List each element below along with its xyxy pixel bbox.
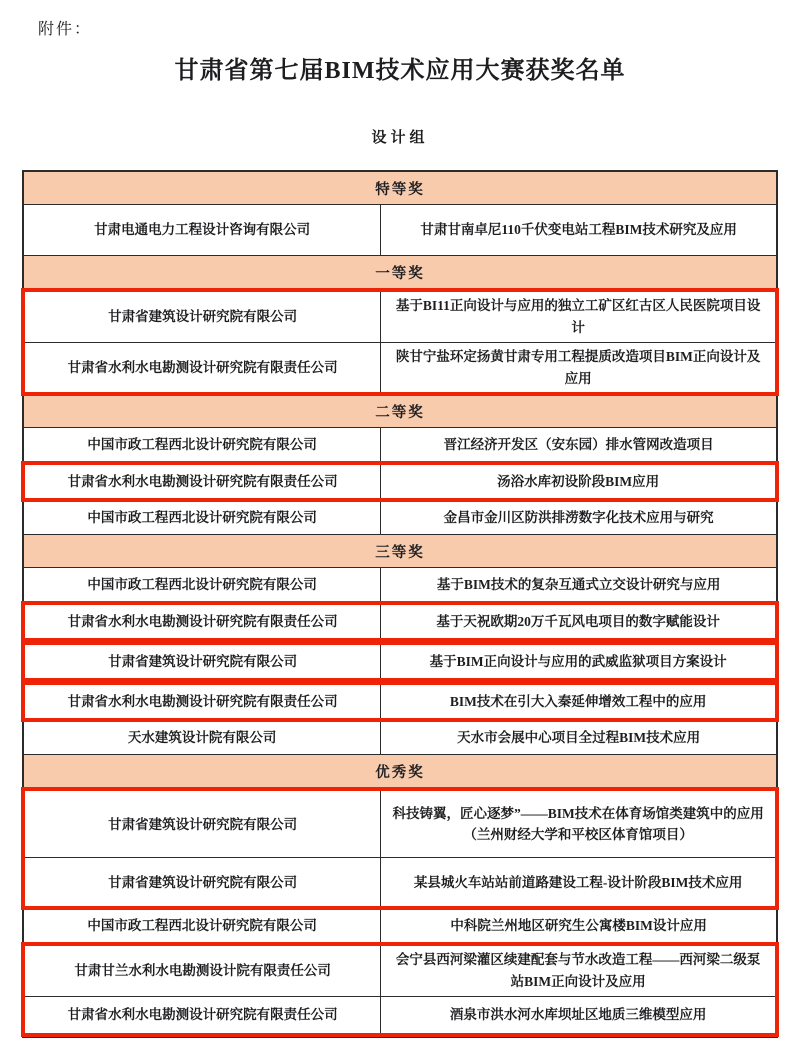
winner-row (25, 465, 775, 498)
winner-row (25, 946, 775, 997)
company-cell: 中国市政工程西北设计研究院有限公司 (24, 501, 381, 534)
red-highlight-box (21, 787, 779, 910)
project-cell: 甘肃甘南卓尼110千伏变电站工程BIM技术研究及应用 (420, 222, 737, 238)
company-cell: 中国市政工程西北设计研究院有限公司 (24, 428, 381, 461)
project-cell: 某县城火车站站前道路建设工程-设计阶段BIM技术应用 (413, 874, 743, 890)
attachment-label: 附件： (38, 21, 93, 38)
project-cell: 天水市会展中心项目全过程BIM技术应用 (457, 730, 701, 745)
winner-row (24, 205, 776, 256)
winner-row (24, 501, 776, 535)
winner-row (24, 568, 776, 602)
red-highlight-box (21, 461, 779, 502)
project-cell: 基于BIM技术的复杂互通式立交设计研究与应用 (436, 577, 721, 592)
winner-row (24, 428, 776, 462)
awards-table (22, 170, 778, 1038)
project-cell: 汤浴水库初设阶段BIM应用 (497, 474, 660, 489)
company-cell: 甘肃省建筑设计研究院有限公司 (25, 858, 381, 906)
document-title: 甘肃省第七届BIM技术应用大赛获奖名单 (174, 58, 626, 84)
company-cell: 甘肃省水利水电勘测设计研究院有限责任公司 (25, 343, 381, 393)
red-highlight-box (21, 601, 779, 642)
group-title: 设计组 (371, 130, 429, 146)
company-cell: 甘肃省水利水电勘测设计研究院有限责任公司 (25, 997, 381, 1033)
project-cell: 陕甘宁盐环定扬黄甘肃专用工程提质改造项目BIM正向设计及应用 (395, 348, 761, 386)
winner-row (25, 685, 775, 718)
red-highlight-box (21, 942, 779, 1037)
winner-row (25, 292, 775, 343)
project-cell: BIM技术在引大入秦延伸增效工程中的应用 (449, 694, 707, 709)
winner-row (25, 605, 775, 638)
award-header-excellence-prize: 优秀奖 (24, 755, 776, 788)
project-cell: 基于BI11正向设计与应用的独立工矿区红古区人民医院项目设计 (395, 298, 761, 335)
winner-row (25, 791, 775, 858)
company-cell: 甘肃电通电力工程设计咨询有限公司 (24, 205, 381, 255)
project-cell: 基于BIM正向设计与应用的武威监狱项目方案设计 (429, 654, 727, 669)
company-cell: 甘肃省建筑设计研究院有限公司 (25, 791, 381, 857)
company-cell: 甘肃省建筑设计研究院有限公司 (25, 292, 381, 342)
award-header-first-prize: 一等奖 (24, 256, 776, 289)
company-cell: 天水建筑设计院有限公司 (24, 721, 381, 754)
project-cell: 科技铸翼，匠心逐梦”——BIM技术在体育场馆类建筑中的应用（兰州财经大学和平校区体育馆项目） (392, 805, 764, 843)
company-cell: 甘肃省水利水电勘测设计研究院有限责任公司 (25, 685, 381, 718)
project-cell: 金昌市金川区防洪排涝数字化技术应用与研究 (443, 510, 714, 525)
company-cell: 甘肃甘兰水利水电勘测设计院有限责任公司 (25, 946, 381, 996)
company-cell: 甘肃省水利水电勘测设计研究院有限责任公司 (25, 465, 381, 498)
project-cell: 基于天祝欧期20万千瓦风电项目的数字赋能设计 (436, 614, 720, 629)
company-cell: 甘肃省水利水电勘测设计研究院有限责任公司 (25, 605, 381, 638)
company-cell: 中国市政工程西北设计研究院有限公司 (24, 568, 381, 601)
award-header-second-prize: 二等奖 (24, 395, 776, 428)
company-cell: 中国市政工程西北设计研究院有限公司 (24, 909, 381, 942)
project-cell: 晋江经济开发区（安东园）排水管网改造项目 (443, 437, 714, 452)
winner-row (24, 909, 776, 943)
red-highlight-box (21, 288, 779, 396)
red-highlight-box (21, 641, 779, 682)
project-cell: 中科院兰州地区研究生公寓楼BIM设计应用 (450, 918, 707, 933)
company-cell: 甘肃省建筑设计研究院有限公司 (25, 645, 381, 678)
award-header-third-prize: 三等奖 (24, 535, 776, 568)
winner-row (25, 343, 775, 393)
winner-row (25, 997, 775, 1033)
winner-row (24, 721, 776, 755)
project-cell: 酒泉市洪水河水库坝址区地质三维模型应用 (449, 1007, 707, 1023)
award-header-special-prize: 特等奖 (24, 172, 776, 205)
project-cell: 会宁县西河梁灌区续建配套与节水改造工程——西河梁二级泵站BIM正向设计及应用 (395, 952, 761, 990)
winner-row (25, 645, 775, 678)
winner-row (25, 858, 775, 906)
red-highlight-box (21, 681, 779, 722)
